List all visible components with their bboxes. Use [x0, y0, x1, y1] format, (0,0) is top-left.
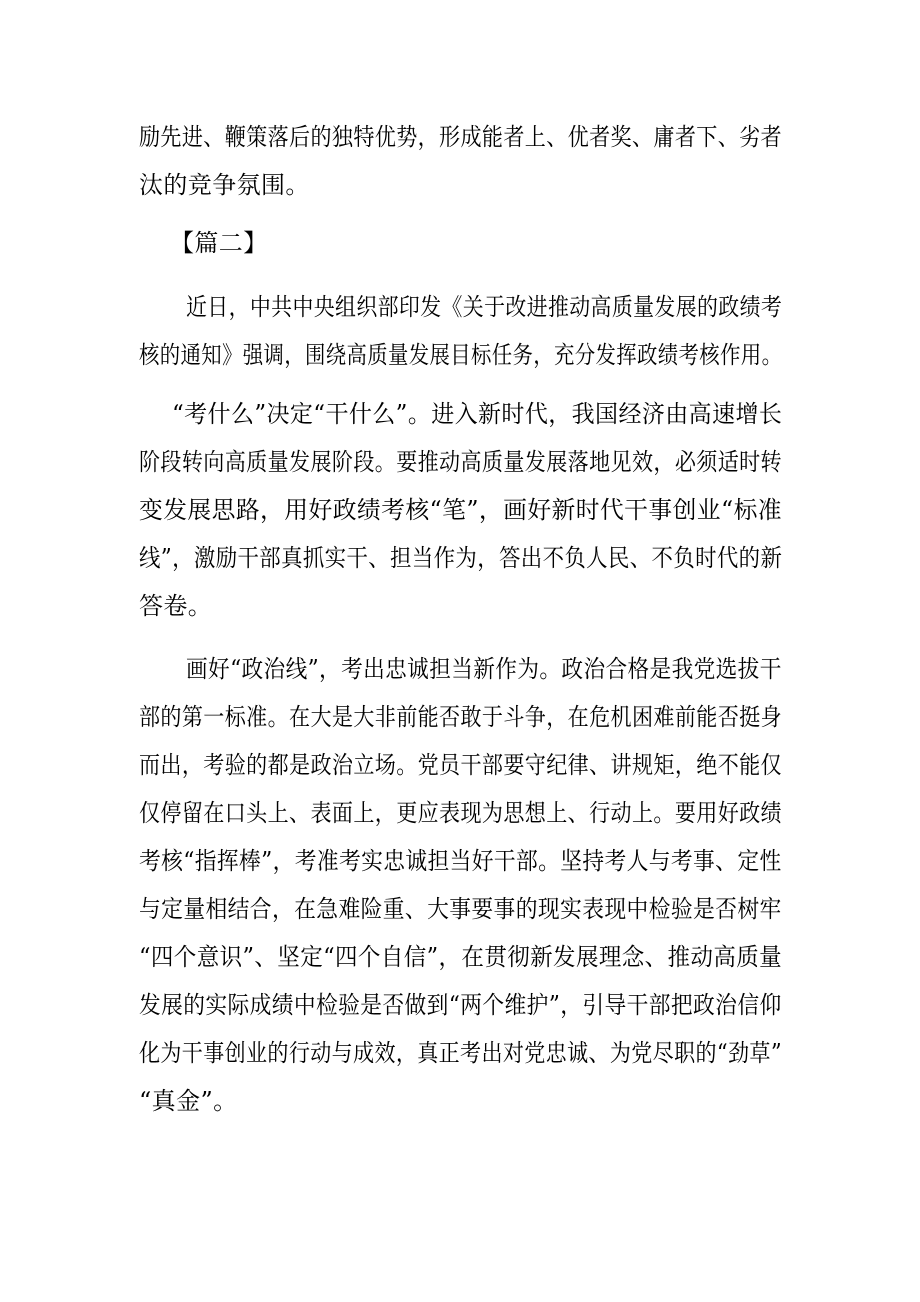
text-line: 变发展思路，用好政绩考核“笔”，画好新时代干事创业“标准: [139, 496, 783, 524]
text-line: 而出，考验的都是政治立场。党员干部要守纪律、讲规矩，绝不能仅: [139, 751, 782, 779]
text-line: 答卷。: [139, 592, 213, 620]
text-line: 汰的竞争氛围。: [139, 171, 310, 199]
text-line: 考核“指挥棒”，考准考实忠诚担当好干部。坚持考人与考事、定性: [139, 847, 782, 875]
text-line: 近日，中共中央组织部印发《关于改进推动高质量发展的政绩考: [186, 293, 783, 321]
text-line: 阶段转向高质量发展阶段。要推动高质量发展落地见效，必须适时转: [139, 448, 782, 476]
text-line: 画好“政治线”，考出忠诚担当新作为。政治合格是我党选拔干: [186, 655, 782, 683]
text-line: 化为干事创业的行动与成效，真正考出对党忠诚、为党尽职的“劲草”: [139, 1039, 782, 1067]
text-line: “真金”。: [139, 1087, 238, 1115]
text-line: 线”，激励干部真抓实干、担当作为，答出不负人民、不负时代的新: [139, 544, 783, 572]
text-line: 与定量相结合，在急难险重、大事要事的现实表现中检验是否树牢: [139, 895, 782, 923]
text-line: 部的第一标准。在大是大非前能否敢于斗争，在危机困难前能否挺身: [139, 703, 782, 731]
text-line: 发展的实际成绩中检验是否做到“两个维护”，引导干部把政治信仰: [139, 991, 782, 1019]
section-heading: 【篇二】: [170, 229, 268, 257]
text-line: “考什么”决定“干什么”。进入新时代，我国经济由高速增长: [172, 400, 783, 428]
text-line: “四个意识”、坚定“四个自信”，在贯彻新发展理念、推动高质量: [139, 943, 783, 971]
text-line: 仅停留在口头上、表面上，更应表现为思想上、行动上。要用好政绩: [139, 799, 782, 827]
text-line: 励先进、鞭策落后的独特优势，形成能者上、优者奖、庸者下、劣者: [139, 123, 782, 151]
text-line: 核的通知》强调，围绕高质量发展目标任务，充分发挥政绩考核作用。: [139, 341, 783, 369]
